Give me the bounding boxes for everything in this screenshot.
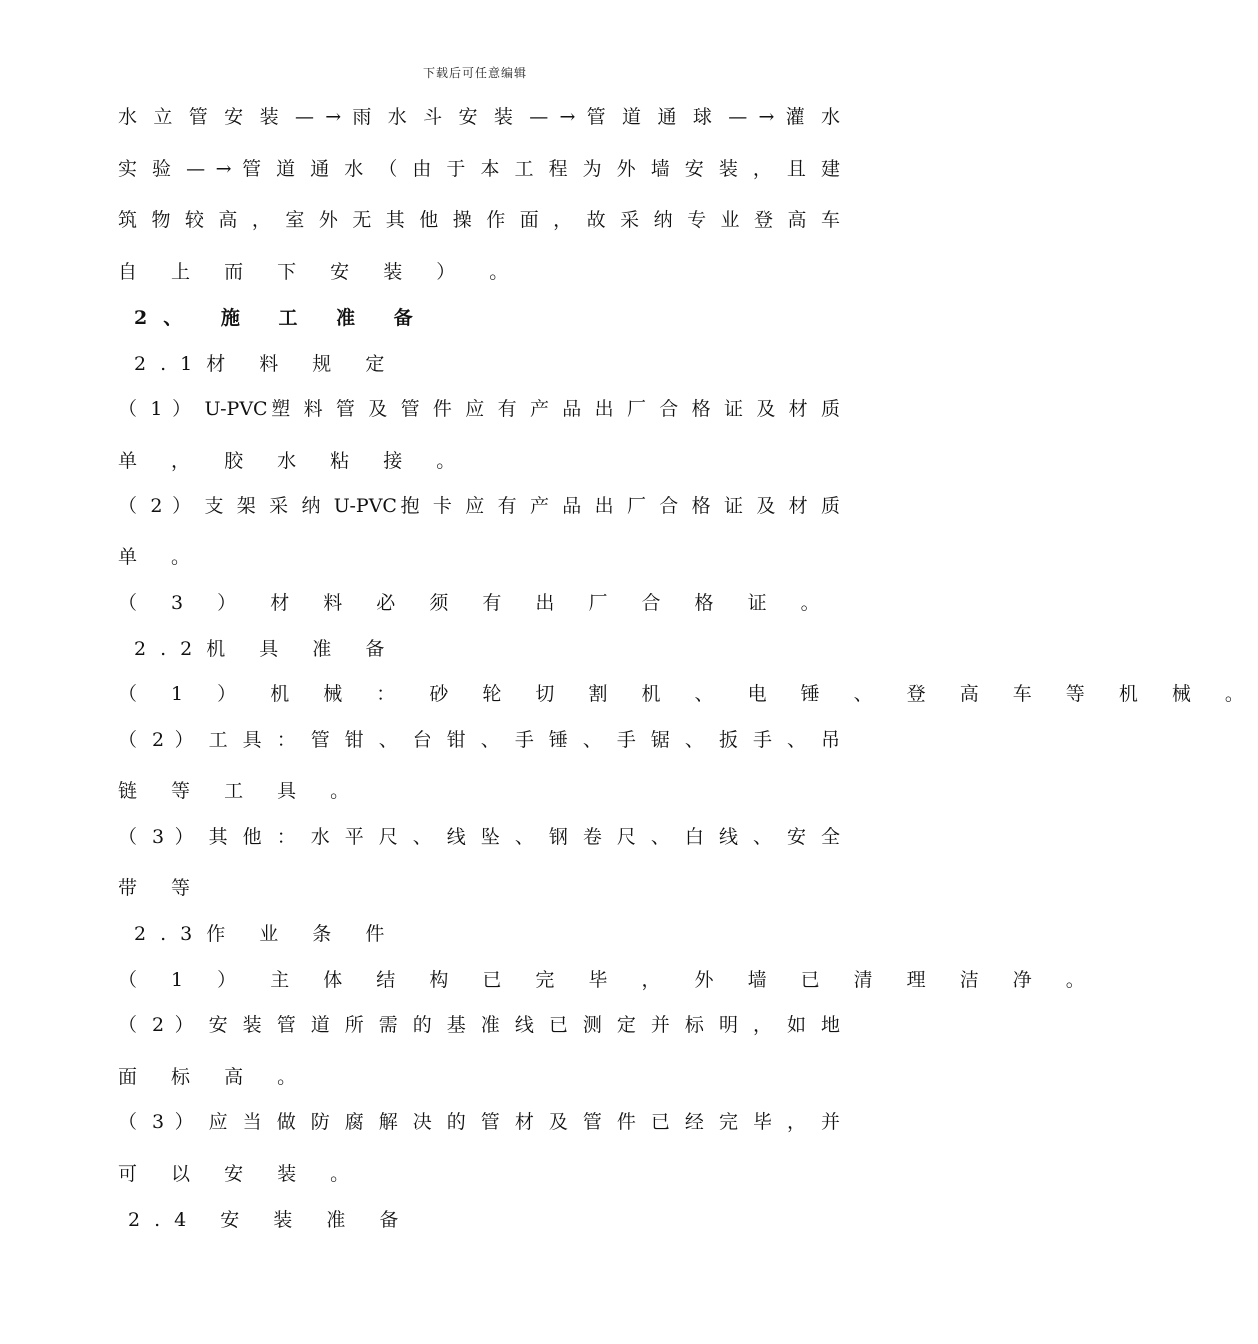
list-item: （ 1 ） 主 体 结 构 已 完 毕 ， 外 墙 已 清 理 洁 净 。 <box>118 969 1099 991</box>
paragraph-line: 单 。 <box>118 546 205 568</box>
list-item: （ 2 ） 安 装 管 道 所 需 的 基 准 线 已 测 定 并 标 明 ， 如 地 <box>118 1014 840 1036</box>
list-item: （ 1 ） U-PVC塑 料 管 及 管 件 应 有 产 品 出 厂 合 格 证 及 材 质 <box>118 398 840 420</box>
page-header: 下载后可任意编辑 <box>422 66 527 80</box>
paragraph-line: 筑 物 较 高 ， 室 外 无 其 他 操 作 面 ， 故 采 纳 专 业 登 高 车 <box>118 209 840 231</box>
paragraph-line: 可 以 安 装 。 <box>118 1163 364 1185</box>
subsection-heading: 2.1材 料 规 定 <box>134 353 399 375</box>
list-item: （ 3 ） 其 他 ： 水 平 尺 、 线 坠 、 钢 卷 尺 、 白 线 、 安 全 <box>118 826 840 848</box>
paragraph-line: 单 ， 胶 水 粘 接 。 <box>118 450 470 472</box>
list-item: （ 3 ） 材 料 必 须 有 出 厂 合 格 证 。 <box>118 592 834 614</box>
subsection-heading: 2.2机 具 准 备 <box>134 638 399 660</box>
paragraph-line: 链 等 工 具 。 <box>118 780 364 802</box>
paragraph-line: 带 等 <box>118 877 205 899</box>
paragraph-line: 水 立 管 安 装 — → 雨 水 斗 安 装 — → 管 道 通 球 — → 灌 水 <box>118 106 840 128</box>
list-item: （ 3 ） 应 当 做 防 腐 解 决 的 管 材 及 管 件 已 经 完 毕 ， 并 <box>118 1111 840 1133</box>
list-item: （ 2 ） 工 具 ： 管 钳 、 台 钳 、 手 锤 、 手 锯 、 扳 手 、 吊 <box>118 729 840 751</box>
paragraph-line: 面 标 高 。 <box>118 1066 311 1088</box>
paragraph-line: 实 验 — → 管 道 通 水 （ 由 于 本 工 程 为 外 墙 安 装 ， 且 建 <box>118 158 840 180</box>
list-item: （ 2 ） 支 架 采 纳 U-PVC抱 卡 应 有 产 品 出 厂 合 格 证 及 材 质 <box>118 495 840 517</box>
section-heading: 2、 施 工 准 备 <box>134 307 429 329</box>
subsection-heading: 2.4 安 装 准 备 <box>128 1209 413 1231</box>
subsection-heading: 2.3作 业 条 件 <box>134 923 399 945</box>
paragraph-line: 自 上 而 下 安 装 ） 。 <box>118 261 523 283</box>
list-item: （ 1 ） 机 械 ： 砂 轮 切 割 机 、 电 锤 、 登 高 车 等 机 械 。 <box>118 683 1258 705</box>
